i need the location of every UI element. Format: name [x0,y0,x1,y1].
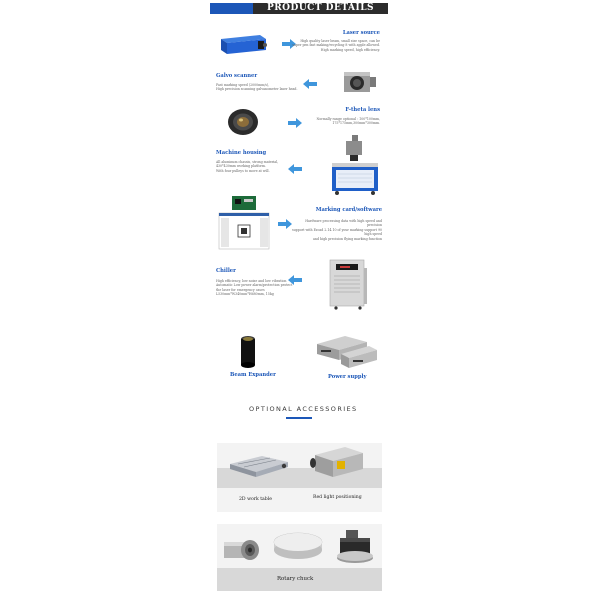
f-theta-lens-line: Normally range optional : 100*100mm, [316,117,380,121]
laser-source-line: High marking speed, high efficiency. [320,47,380,52]
galvo-scanner-image [340,66,380,96]
galvo-scanner-desc [216,83,301,92]
beam-expander-label: Beam Expander [230,372,276,378]
f-theta-lens-image [225,105,261,137]
marking-card-line: and high precision flying marking function [313,236,382,241]
power-supply-label: Power supply [328,374,367,380]
beam-expander-image [238,335,258,369]
power-supply-image [315,332,379,370]
laser-source-line: High quality laser beam, small size space, can be [300,39,380,43]
machine-housing-line: With four pulleys to move at will. [216,168,270,173]
chiller-image [328,258,368,310]
rotary-chuck-image-1 [220,534,264,564]
chiller-line: Automatic Low power alarm/protection protect [216,283,293,288]
machine-housing-image [328,133,382,196]
chiller-line: High efficiency, low noise and low vibration [216,279,287,283]
chiller-line: L530mm*W340mm*H680mm, 15kg [216,292,274,297]
rotary-chuck-label: Rotary chuck [277,576,314,582]
marking-card-line: Hardware processing data with high speed and precision [305,219,382,228]
laser-source-line: super pen fast making/recycling 8 with apple allowed. [292,43,380,48]
marking-card-title: Marking card/software [315,207,382,213]
work-table-label: 2D work table [239,497,272,502]
machine-housing-title: Machine housing [216,150,267,156]
chiller-line: the laser for emergency cases [216,287,265,292]
galvo-scanner-title: Galvo scanner [216,73,258,79]
work-table-image [226,450,291,480]
marking-card-line: support with Ezcad 2.14.10 of your marking support 90 high speed [291,227,382,237]
f-theta-lens-desc [300,117,380,126]
f-theta-lens-title: F-theta lens [345,107,380,113]
arrow-left-icon [288,164,302,174]
laser-source-title: Laser source [342,30,380,36]
red-light-label: Red light positioning [313,495,362,500]
chiller-desc [216,279,294,297]
arrow-left-icon [288,275,302,285]
header-banner [210,3,388,14]
optional-accessories-underline [286,417,312,419]
arrow-left-icon [303,79,317,89]
machine-housing-desc [216,160,286,173]
marking-card-image [218,195,270,251]
laser-source-desc [290,39,380,52]
red-light-image [307,445,365,480]
machine-housing-line: 430*430mm working platform. [216,164,266,169]
rotary-chuck-image-2 [272,530,324,562]
galvo-scanner-line: Fast marking speed (2000mm/s), [216,83,270,87]
marking-card-desc [290,219,382,241]
header-title: PRODUCT DETAILS [266,3,375,13]
galvo-scanner-line: High precision scanning galvanometer laser head. [216,87,298,92]
laser-source-image [218,33,268,55]
rotary-chuck-image-3 [334,528,378,566]
optional-accessories-title: OPTIONAL ACCESSORIES [249,405,358,413]
chiller-title: Chiller [216,268,236,274]
f-theta-lens-line: 175*175mm,300mm*300mm. [332,121,380,126]
machine-housing-line: All aluminum chassis, strong material, [216,160,279,164]
